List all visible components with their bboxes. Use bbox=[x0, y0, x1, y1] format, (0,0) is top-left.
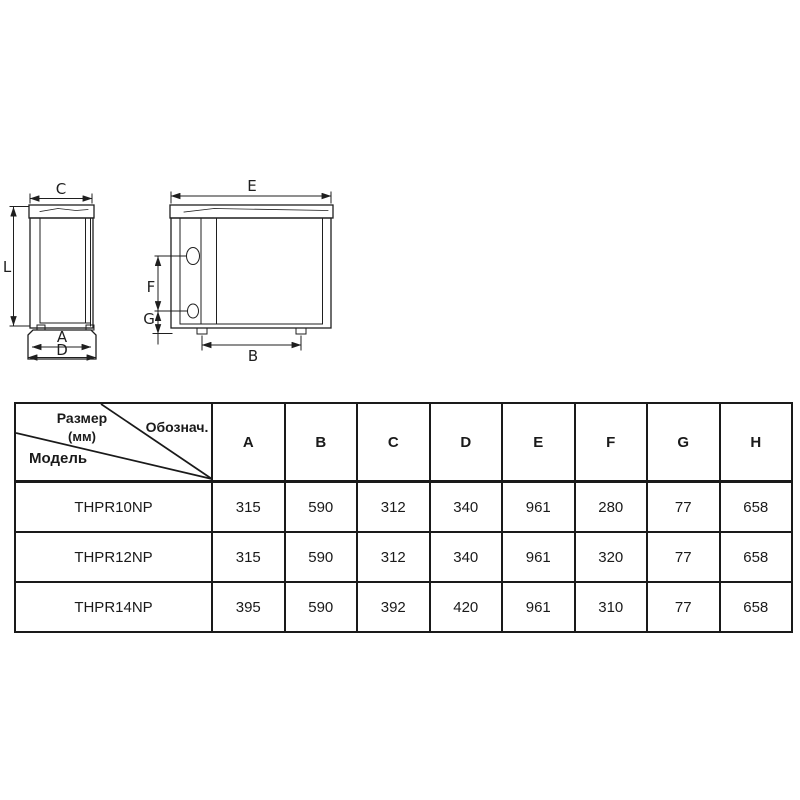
model-cell: THPR14NP bbox=[15, 582, 212, 632]
value-cell: 77 bbox=[647, 482, 720, 533]
dimensions-table bbox=[14, 402, 793, 633]
value-cell: 320 bbox=[575, 532, 648, 582]
value-cell: 961 bbox=[502, 582, 575, 632]
column-header-g: G bbox=[647, 403, 720, 482]
value-cell: 658 bbox=[720, 582, 793, 632]
corner-model-label: Модель bbox=[29, 450, 88, 467]
value-cell: 961 bbox=[502, 482, 575, 533]
column-header-b: B bbox=[285, 403, 358, 482]
dim-label-g: G bbox=[143, 310, 155, 328]
value-cell: 658 bbox=[720, 482, 793, 533]
value-cell: 312 bbox=[357, 482, 430, 533]
table-row bbox=[15, 532, 792, 582]
value-cell: 77 bbox=[647, 582, 720, 632]
dim-label-a: A bbox=[56, 328, 68, 346]
column-header-a: A bbox=[212, 403, 285, 482]
value-cell: 340 bbox=[430, 482, 503, 533]
corner-size-label: Размер bbox=[56, 410, 108, 426]
front-foot-right bbox=[296, 328, 306, 334]
value-cell: 315 bbox=[212, 482, 285, 533]
value-cell: 340 bbox=[430, 532, 503, 582]
corner-unit-label: (мм) bbox=[68, 429, 96, 444]
value-cell: 420 bbox=[430, 582, 503, 632]
dim-label-l: L bbox=[2, 258, 12, 276]
column-header-f: F bbox=[575, 403, 648, 482]
pipe-hole-upper bbox=[187, 248, 200, 265]
column-header-c: C bbox=[357, 403, 430, 482]
model-cell: THPR10NP bbox=[15, 482, 212, 533]
value-cell: 658 bbox=[720, 532, 793, 582]
table-row bbox=[15, 482, 792, 533]
value-cell: 392 bbox=[357, 582, 430, 632]
dim-label-d: D bbox=[56, 341, 68, 359]
value-cell: 395 bbox=[212, 582, 285, 632]
value-cell: 312 bbox=[357, 532, 430, 582]
value-cell: 310 bbox=[575, 582, 648, 632]
value-cell: 590 bbox=[285, 582, 358, 632]
value-cell: 590 bbox=[285, 532, 358, 582]
front-view bbox=[170, 205, 333, 334]
column-header-e: E bbox=[502, 403, 575, 482]
front-foot-left bbox=[197, 328, 207, 334]
dim-label-f: F bbox=[146, 278, 156, 296]
technical-drawing bbox=[0, 0, 800, 395]
corner-cell bbox=[15, 403, 212, 482]
table-header-row bbox=[15, 403, 792, 482]
value-cell: 280 bbox=[575, 482, 648, 533]
pipe-hole-lower bbox=[188, 304, 199, 318]
corner-designation-label: Обознач. bbox=[145, 419, 209, 435]
dim-label-e: E bbox=[247, 177, 257, 195]
model-cell: THPR12NP bbox=[15, 532, 212, 582]
dim-label-b: B bbox=[247, 347, 259, 365]
column-header-h: H bbox=[720, 403, 793, 482]
value-cell: 961 bbox=[502, 532, 575, 582]
dim-label-c: C bbox=[55, 180, 67, 198]
value-cell: 77 bbox=[647, 532, 720, 582]
value-cell: 315 bbox=[212, 532, 285, 582]
table-row bbox=[15, 582, 792, 632]
column-header-d: D bbox=[430, 403, 503, 482]
value-cell: 590 bbox=[285, 482, 358, 533]
